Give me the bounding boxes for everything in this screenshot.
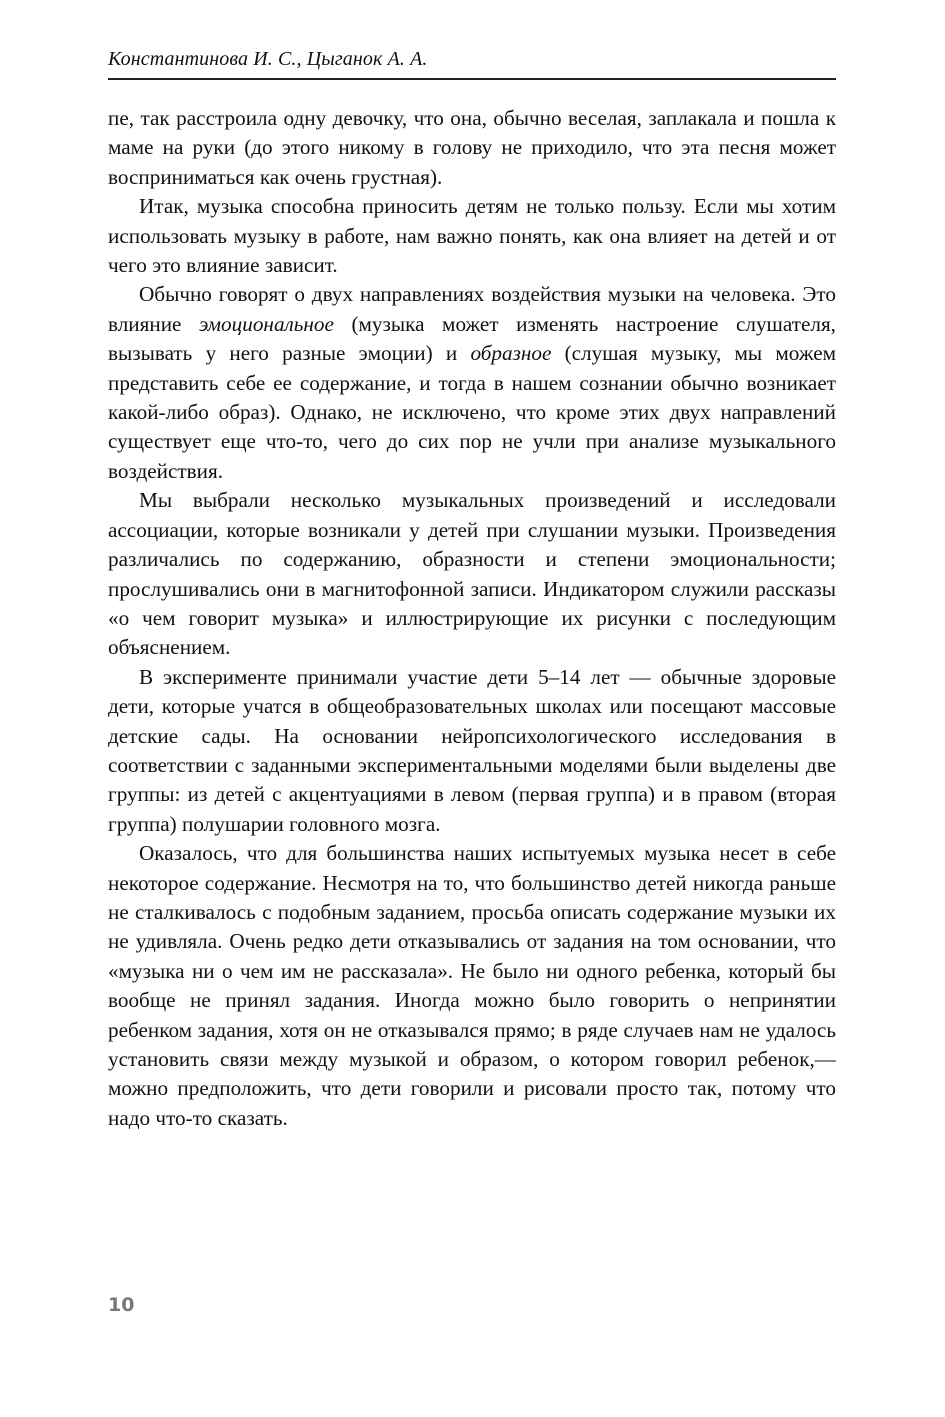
paragraph-text: Итак, музыка способна приносить детям не только пользу. Если мы хотим использовать музыку в работе, нам важно понять, как она влияет на детей и от чего это влияние зависит. xyxy=(108,194,836,278)
running-head-authors: Константинова И. С., Цыганок А. А. xyxy=(108,48,428,70)
paragraph-3 xyxy=(108,280,836,486)
paragraph-5 xyxy=(108,663,836,839)
paragraph-text: пе, так расстроила одну девочку, что она, обычно веселая, заплакала и пошла к маме на руки (до этого никому в голову не приходило, что эта песня может восприниматься как очень грустная). xyxy=(108,106,836,189)
italic-term-figurative: образное xyxy=(470,341,552,366)
paragraph-text: Оказалось, что для большинства наших испытуемых музыка несет в себе некоторое содержание. Несмотря на то, что большинство детей никогда раньше не сталкивалось с подобным заданием, просьба описать содержание музыки их не удивляла. Очень редко дети отказывались от задания на том основании, что «музыка ни о чем им не рассказала». Не было ни одного ребенка, который бы вообще не принял задания. Иногда можно было говорить о непринятии ребенком задания, хотя он не отказывался прямо; в ряде случаев нам не удалось установить связи между музыкой и образом, о котором говорил ребенок,— можно предположить, что дети говорили и рисовали просто так, потому что надо что-то сказать. xyxy=(108,841,836,1130)
page-number: 10 xyxy=(108,1294,135,1316)
italic-term-emotional: эмоциональное xyxy=(199,311,334,336)
header-rule xyxy=(108,78,836,80)
paragraph-text: (слушая музыку, мы можем представить себе ее содержание, и тогда в нашем сознании обычно возникает какой-либо образ). Однако, не исключено, что кроме этих двух направлений существует еще что-то, чего до сих пор не учли при анализе музыкального воздействия. xyxy=(108,341,837,483)
paragraph-text: Обычно говорят о двух направлениях воздействия музыки на человека. Это влияние xyxy=(108,282,836,336)
paragraph-6 xyxy=(108,839,836,1133)
paragraph-1 xyxy=(108,104,836,192)
paragraph-2 xyxy=(108,192,836,280)
paragraph-text: (музыка может изменять настроение слушателя, вызывать у него разные эмоции) и xyxy=(108,311,836,366)
paragraph-text: Мы выбрали несколько музыкальных произведений и исследовали ассоциации, которые возникали у детей при слушании музыки. Произведения различались по содержанию, образности и степени эмоциональности; прослушивались они в магнитофонной записи. Индикатором служили рассказы «о чем говорит музыка» и иллюстрирующие их рисунки с последующим объяснением. xyxy=(108,488,836,660)
body-text xyxy=(108,104,836,1133)
paragraph-text: В эксперименте принимали участие дети 5–14 лет — обычные здоровые дети, которые учатся в общеобразовательных школах или посещают массовые детские сады. На основании нейропсихологического исследования в соответствии с заданными экспериментальными моделями были выделены две группы: из детей с акцентуациями в левом (первая группа) и в правом (вторая группа) полушарии головного мозга. xyxy=(108,664,836,836)
paragraph-4 xyxy=(108,486,836,662)
